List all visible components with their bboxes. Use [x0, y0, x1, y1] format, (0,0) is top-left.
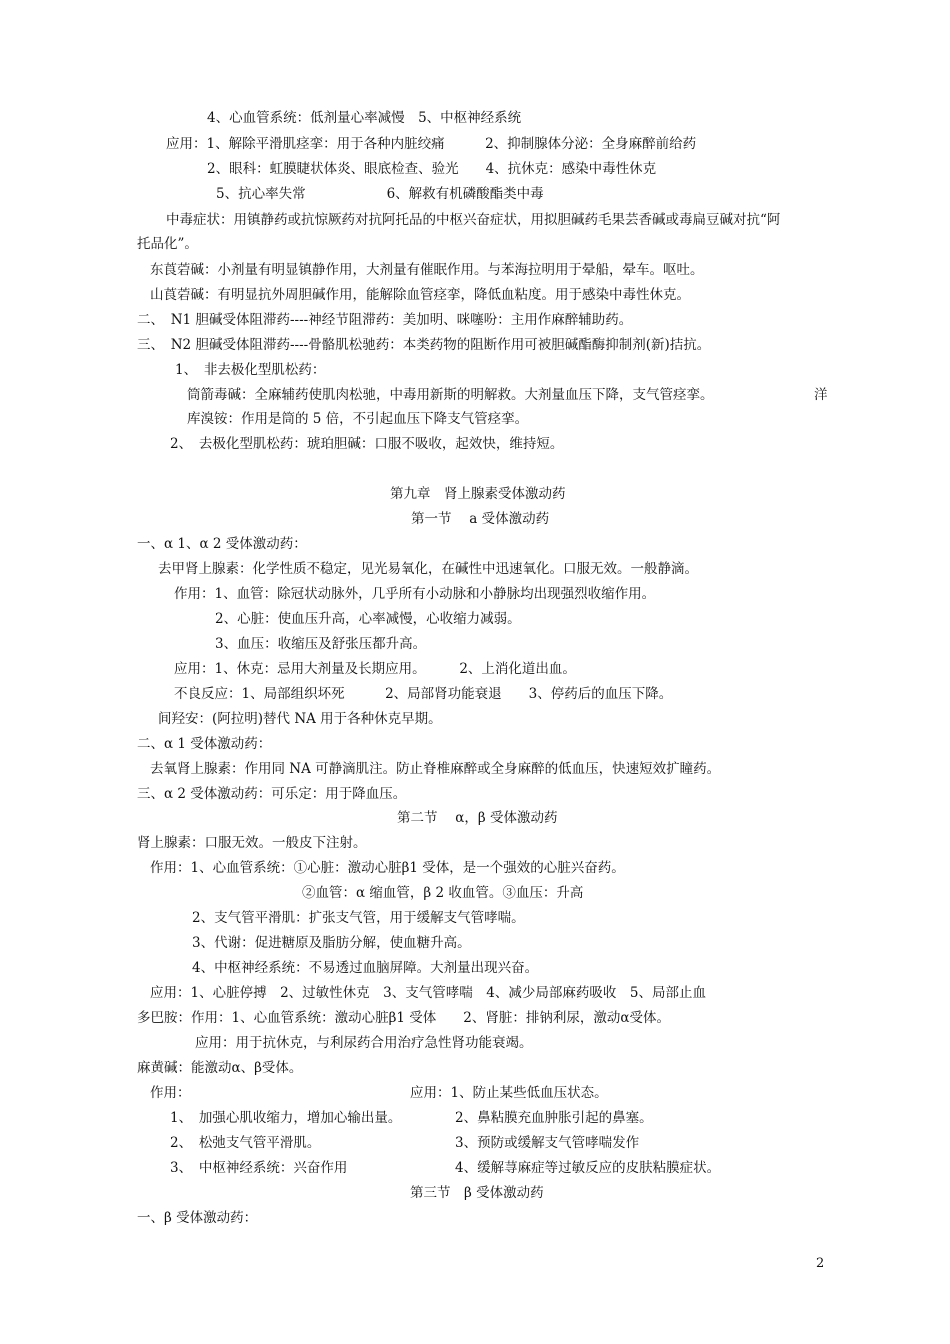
text-line: 1、 加强心肌收缩力，增加心输出量。 — [170, 1110, 402, 1126]
section-title: 第二节 α，β 受体激动药 — [397, 810, 558, 826]
text-line: 3、血压：收缩压及舒张压都升高。 — [215, 636, 427, 652]
text-line: 肾上腺素：口服无效。一般皮下注射。 — [137, 835, 367, 851]
text-line: 1、 非去极化型肌松药： — [175, 362, 326, 378]
text-line: 应用：1、心脏停搏 2、过敏性休克 3、支气管哮喘 4、减少局部麻药吸收 5、局部止血 — [150, 985, 706, 1001]
text-line: 2、心脏：使血压升高，心率减慢，心收缩力减弱。 — [215, 611, 521, 627]
text-line: 4、缓解荨麻症等过敏反应的皮肤粘膜症状。 — [455, 1160, 721, 1176]
text-line: 作用：1、心血管系统：①心脏：激动心脏β1 受体，是一个强效的心脏兴奋药。 — [150, 860, 625, 876]
text-line: 应用：1、解除平滑肌痉挛：用于各种内脏绞痛 2、抑制腺体分泌：全身麻醉前给药 — [166, 136, 697, 152]
text-line: 3、代谢：促进糖原及脂肪分解，使血糖升高。 — [192, 935, 471, 951]
section-title: 第一节 a 受体激动药 — [411, 511, 550, 527]
text-line: 作用：1、血管：除冠状动脉外，几乎所有小动脉和小静脉均出现强烈收缩作用。 — [174, 586, 656, 602]
text-line: 2、眼科：虹膜睫状体炎、眼底检查、验光 4、抗休克：感染中毒性休克 — [207, 161, 657, 177]
text-line: 中毒症状：用镇静药或抗惊厥药对抗阿托品的中枢兴奋症状，用拟胆碱药毛果芸香碱或毒扁豆碱对抗“阿 — [166, 212, 781, 228]
text-line: 不良反应：1、局部组织坏死 2、局部肾功能衰退 3、停药后的血压下降。 — [174, 686, 673, 702]
text-line: 应用：用于抗休克，与利尿药合用治疗急性肾功能衰竭。 — [195, 1035, 533, 1051]
text-line: 三、 N2 胆碱受体阻滞药----骨骼肌松驰药：本类药物的阻断作用可被胆碱酯酶抑制剂(新)拮抗。 — [137, 337, 711, 353]
text-line: 麻黄碱：能激动α、β受体。 — [137, 1060, 303, 1076]
text-line: 托品化”。 — [137, 236, 198, 252]
text-line: 去氧肾上腺素：作用同 NA 可静滴肌注。防止脊椎麻醉或全身麻醉的低血压，快速短效扩瞳药。 — [150, 761, 721, 777]
text-line: 5、抗心率失常 6、解救有机磷酸酯类中毒 — [216, 186, 544, 202]
text-line: ②血管：α 缩血管，β 2 收血管。③血压：升高 — [302, 885, 584, 901]
text-line: 3、预防或缓解支气管哮喘发作 — [455, 1135, 640, 1151]
text-line: 4、心血管系统：低剂量心率减慢 5、中枢神经系统 — [207, 110, 522, 126]
text-line: 二、α 1 受体激动药： — [137, 736, 272, 752]
section-title: 第三节 β 受体激动药 — [410, 1185, 544, 1201]
text-line: 作用： — [150, 1085, 191, 1101]
text-line: 洋 — [814, 387, 828, 403]
text-line: 2、 去极化型肌松药：琥珀胆碱：口服不吸收，起效快，维持短。 — [170, 436, 564, 452]
text-line: 2、 松弛支气管平滑肌。 — [170, 1135, 321, 1151]
text-line: 去甲肾上腺素：化学性质不稳定，见光易氧化，在碱性中迅速氧化。口服无效。一般静滴。 — [158, 561, 698, 577]
text-line: 4、中枢神经系统：不易透过血脑屏障。大剂量出现兴奋。 — [192, 960, 539, 976]
text-line: 东莨菪碱：小剂量有明显镇静作用，大剂量有催眠作用。与苯海拉明用于晕船，晕车。呕吐。 — [150, 262, 704, 278]
page-number: 2 — [816, 1256, 825, 1271]
text-line: 多巴胺：作用：1、心血管系统：激动心脏β1 受体 2、肾脏：排钠利尿，激动α受体。 — [137, 1010, 670, 1026]
text-line: 3、 中枢神经系统：兴奋作用 — [170, 1160, 348, 1176]
text-line: 间羟安：(阿拉明)替代 NA 用于各种休克早期。 — [158, 711, 442, 727]
text-line: 2、支气管平滑肌：扩张支气管，用于缓解支气管哮喘。 — [192, 910, 525, 926]
text-line: 一、β 受体激动药： — [137, 1210, 258, 1226]
text-line: 一、α 1、α 2 受体激动药： — [137, 536, 307, 552]
text-line: 筒箭毒碱：全麻辅药使肌肉松驰，中毒用新斯的明解救。大剂量血压下降，支气管痉挛。 — [187, 387, 714, 403]
text-line: 山莨菪碱：有明显抗外周胆碱作用，能解除血管痉挛，降低血粘度。用于感染中毒性休克。 — [150, 287, 690, 303]
text-line: 应用：1、防止某些低血压状态。 — [410, 1085, 608, 1101]
text-line: 三、α 2 受体激动药：可乐定：用于降血压。 — [137, 786, 407, 802]
text-line: 2、鼻粘膜充血肿胀引起的鼻塞。 — [455, 1110, 653, 1126]
text-line: 二、 N1 胆碱受体阻滞药----神经节阻滞药：美加明、咪噻吩：主用作麻醉辅助药。 — [137, 312, 633, 328]
text-line: 应用：1、休克：忌用大剂量及长期应用。 2、上消化道出血。 — [174, 661, 576, 677]
text-line: 库溴铵：作用是筒的 5 倍，不引起血压下降支气管痉挛。 — [187, 411, 529, 427]
chapter-title: 第九章 肾上腺素受体激动药 — [390, 486, 566, 502]
